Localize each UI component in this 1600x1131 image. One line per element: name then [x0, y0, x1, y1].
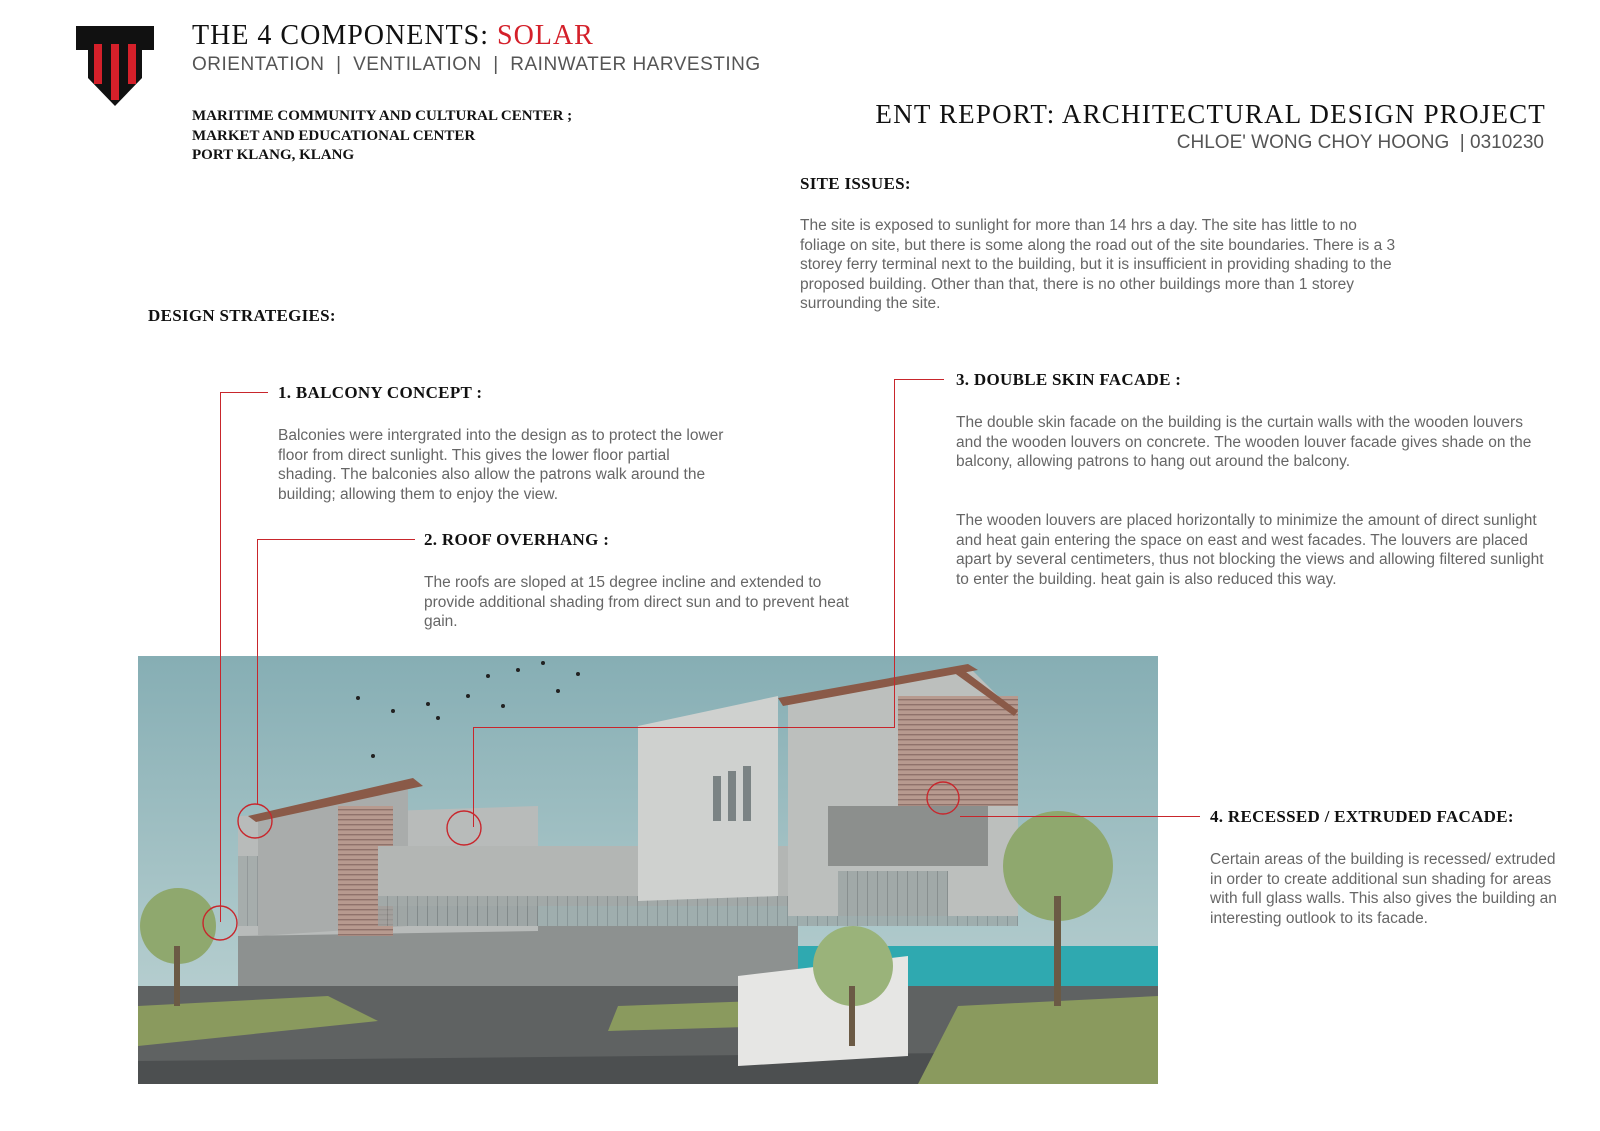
leader-line-3-h2: [473, 727, 895, 728]
strategy-4-heading: 4. RECESSED / EXTRUDED FACADE:: [1210, 807, 1514, 826]
logo: [76, 26, 154, 108]
leader-line-3-v2: [473, 727, 474, 827]
strategy-1-heading: 1. BALCONY CONCEPT :: [278, 383, 483, 402]
building-render-image: [138, 656, 1158, 1084]
strategy-3-heading: 3. DOUBLE SKIN FACADE :: [956, 370, 1182, 389]
leader-line-3-v: [894, 379, 895, 727]
pillar-shield-logo-icon: [76, 26, 154, 108]
strategy-3-text: The double skin facade on the building is the curtain walls with the wooden louvers and the wooden louvers on concrete. The wooden louver facade gives shade on the balcony, allowing patrons to hang out around the balcony.: [956, 414, 1532, 470]
site-issues-text: The site is exposed to sunlight for more than 14 hrs a day. The site has little to no foliage on site, but there is some along the road out of the site boundaries. There is a 3 storey ferry terminal next to the building, but it is insufficient in providing shading to the proposed building. Other than that, there is no other buildings more than 1 storey surrounding the site.: [800, 217, 1396, 312]
leader-line-1-v: [220, 392, 221, 922]
project-info: [192, 107, 572, 166]
strategy-1-text: Balconies were intergrated into the design as to protect the lower floor from direct sunlight. This gives the lower floor partial shading. The balconies also allow the patrons walk around the building; allowing them to enjoy the view.: [278, 427, 724, 503]
leader-line-1-h: [220, 392, 268, 393]
design-strategies-heading: DESIGN STRATEGIES:: [148, 306, 336, 325]
page-subtitle: ORIENTATION | VENTILATION | RAINWATER HARVESTING: [192, 54, 761, 75]
building-render: [138, 656, 1158, 1084]
project-line-2: MARKET AND EDUCATIONAL CENTER: [192, 127, 476, 144]
page-title: [192, 20, 594, 52]
leader-line-4-h: [960, 816, 1200, 817]
title-accent: SOLAR: [497, 20, 594, 51]
author-line: CHLOE' WONG CHOY HOONG | 0310230: [1176, 132, 1544, 153]
strategy-2-text: The roofs are sloped at 15 degree incline and extended to provide additional shading from direct sun and to prevent heat gain.: [424, 574, 849, 630]
strategy-3-text-2: The wooden louvers are placed horizontally to minimize the amount of direct sunlight and heat gain entering the space on east and west facades. The louvers are placed apart by several centimeters, thus not blocking the views and allowing filtered sunlight to enter the building. heat gain is also reduced this way.: [956, 512, 1544, 588]
leader-line-2-h: [257, 539, 415, 540]
leader-line-2-v: [257, 539, 258, 804]
project-line-3: PORT KLANG, KLANG: [192, 147, 355, 163]
site-issues-heading: SITE ISSUES:: [800, 174, 911, 193]
strategy-4-text: Certain areas of the building is recessed/ extruded in order to create additional sun shading for areas with full glass walls. This also gives the building an interesting outlook to its facade.: [1210, 851, 1557, 927]
project-line-1: MARITIME COMMUNITY AND CULTURAL CENTER ;: [192, 108, 573, 124]
strategy-2-heading: 2. ROOF OVERHANG :: [424, 530, 610, 549]
report-title: ENT REPORT: ARCHITECTURAL DESIGN PROJECT: [875, 99, 1546, 129]
leader-line-3-h: [894, 379, 944, 380]
title-prefix: THE 4 COMPONENTS:: [192, 20, 498, 51]
